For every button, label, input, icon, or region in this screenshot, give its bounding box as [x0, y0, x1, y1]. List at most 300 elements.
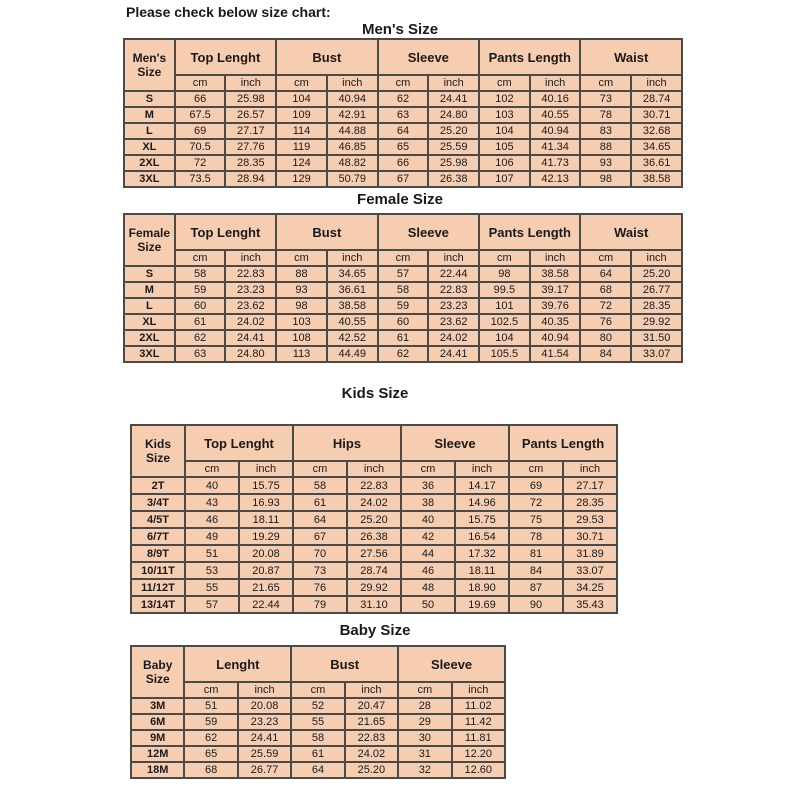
measure-value: 26.77	[631, 282, 682, 298]
baby-unit-row	[131, 682, 505, 698]
size-label: 18M	[131, 762, 184, 778]
measure-value: 12.20	[452, 746, 505, 762]
female-measure-header: Sleeve	[378, 214, 479, 250]
measure-value: 40.94	[530, 123, 581, 139]
unit-inch-label: inch	[563, 461, 617, 477]
men-measure-header: Sleeve	[378, 39, 479, 75]
baby-measure-header: Sleeve	[398, 646, 505, 682]
measure-value: 22.44	[239, 596, 293, 613]
measure-value: 12.60	[452, 762, 505, 778]
men-size-title: Men's Size	[361, 21, 439, 38]
size-label: L	[124, 298, 175, 314]
measure-value: 58	[175, 266, 226, 282]
unit-inch-label: inch	[327, 75, 378, 91]
measure-value: 36.61	[327, 282, 378, 298]
measure-value: 23.23	[428, 298, 479, 314]
measure-value: 129	[276, 171, 327, 187]
measure-value: 55	[291, 714, 344, 730]
measure-value: 40.94	[530, 330, 581, 346]
unit-inch-label: inch	[345, 682, 398, 698]
measure-value: 46.85	[327, 139, 378, 155]
measure-value: 22.83	[428, 282, 479, 298]
kids-size-corner-label: Kids Size	[131, 425, 185, 477]
size-label: 12M	[131, 746, 184, 762]
measure-value: 40.16	[530, 91, 581, 107]
unit-inch-label: inch	[347, 461, 401, 477]
unit-cm-label: cm	[175, 250, 226, 266]
baby-header-row	[131, 646, 505, 682]
measure-value: 62	[184, 730, 237, 746]
table-row	[124, 171, 682, 187]
measure-value: 98	[580, 171, 631, 187]
measure-value: 32.68	[631, 123, 682, 139]
unit-inch-label: inch	[225, 250, 276, 266]
table-row	[131, 562, 617, 579]
measure-value: 18.11	[455, 562, 509, 579]
measure-value: 40.94	[327, 91, 378, 107]
measure-value: 25.20	[347, 511, 401, 528]
measure-value: 26.38	[347, 528, 401, 545]
measure-value: 73	[293, 562, 347, 579]
measure-value: 24.80	[225, 346, 276, 362]
unit-cm-label: cm	[580, 250, 631, 266]
measure-value: 52	[291, 698, 344, 714]
unit-cm-label: cm	[276, 250, 327, 266]
measure-value: 67	[378, 171, 429, 187]
measure-value: 62	[175, 330, 226, 346]
measure-value: 38.58	[631, 171, 682, 187]
unit-inch-label: inch	[530, 75, 581, 91]
size-label: 3XL	[124, 171, 175, 187]
measure-value: 22.44	[428, 266, 479, 282]
measure-value: 24.02	[428, 330, 479, 346]
size-label: 2XL	[124, 155, 175, 171]
measure-value: 31	[398, 746, 451, 762]
measure-value: 59	[184, 714, 237, 730]
intro-text: Please check below size chart:	[126, 4, 331, 20]
size-label: 11/12T	[131, 579, 185, 596]
measure-value: 27.17	[563, 477, 617, 494]
measure-value: 20.08	[239, 545, 293, 562]
measure-value: 21.65	[239, 579, 293, 596]
measure-value: 22.83	[225, 266, 276, 282]
measure-value: 64	[378, 123, 429, 139]
table-row	[124, 266, 682, 282]
measure-value: 11.81	[452, 730, 505, 746]
measure-value: 28.94	[225, 171, 276, 187]
measure-value: 25.20	[631, 266, 682, 282]
size-label: S	[124, 266, 175, 282]
measure-value: 61	[293, 494, 347, 511]
size-label: 2T	[131, 477, 185, 494]
measure-value: 70.5	[175, 139, 226, 155]
female-measure-header: Bust	[276, 214, 377, 250]
measure-value: 26.77	[238, 762, 291, 778]
measure-value: 44	[401, 545, 455, 562]
measure-value: 66	[175, 91, 226, 107]
measure-value: 104	[276, 91, 327, 107]
measure-value: 23.62	[225, 298, 276, 314]
measure-value: 28.74	[347, 562, 401, 579]
measure-value: 11.02	[452, 698, 505, 714]
measure-value: 28.35	[225, 155, 276, 171]
measure-value: 58	[378, 282, 429, 298]
measure-value: 38.58	[530, 266, 581, 282]
unit-cm-label: cm	[291, 682, 344, 698]
measure-value: 20.08	[238, 698, 291, 714]
size-label: 4/5T	[131, 511, 185, 528]
female-size-corner-label: Female Size	[124, 214, 175, 266]
female-measure-header: Waist	[580, 214, 682, 250]
measure-value: 79	[293, 596, 347, 613]
measure-value: 104	[479, 123, 530, 139]
table-row	[131, 545, 617, 562]
measure-value: 51	[185, 545, 239, 562]
measure-value: 75	[509, 511, 563, 528]
measure-value: 80	[580, 330, 631, 346]
unit-inch-label: inch	[239, 461, 293, 477]
measure-value: 99.5	[479, 282, 530, 298]
measure-value: 61	[175, 314, 226, 330]
baby-size-title: Baby Size	[339, 622, 411, 639]
men-measure-header: Pants Length	[479, 39, 580, 75]
measure-value: 64	[291, 762, 344, 778]
kids-measure-header: Sleeve	[401, 425, 509, 461]
measure-value: 20.87	[239, 562, 293, 579]
size-label: 3M	[131, 698, 184, 714]
measure-value: 25.20	[428, 123, 479, 139]
unit-cm-label: cm	[580, 75, 631, 91]
measure-value: 67.5	[175, 107, 226, 123]
measure-value: 15.75	[239, 477, 293, 494]
size-label: XL	[124, 139, 175, 155]
measure-value: 29.92	[347, 579, 401, 596]
measure-value: 72	[580, 298, 631, 314]
measure-value: 76	[580, 314, 631, 330]
measure-value: 68	[580, 282, 631, 298]
unit-cm-label: cm	[509, 461, 563, 477]
measure-value: 65	[378, 139, 429, 155]
baby-size-table	[130, 645, 506, 779]
table-row	[131, 714, 505, 730]
measure-value: 98	[276, 298, 327, 314]
measure-value: 78	[580, 107, 631, 123]
measure-value: 46	[401, 562, 455, 579]
unit-cm-label: cm	[293, 461, 347, 477]
measure-value: 38.58	[327, 298, 378, 314]
measure-value: 90	[509, 596, 563, 613]
measure-value: 40	[185, 477, 239, 494]
measure-value: 102.5	[479, 314, 530, 330]
female-unit-row	[124, 250, 682, 266]
measure-value: 41.73	[530, 155, 581, 171]
table-row	[131, 528, 617, 545]
kids-unit-row	[131, 461, 617, 477]
measure-value: 114	[276, 123, 327, 139]
measure-value: 16.93	[239, 494, 293, 511]
measure-value: 93	[580, 155, 631, 171]
measure-value: 28	[398, 698, 451, 714]
table-row	[124, 107, 682, 123]
measure-value: 31.89	[563, 545, 617, 562]
size-label: L	[124, 123, 175, 139]
size-label: S	[124, 91, 175, 107]
measure-value: 42.52	[327, 330, 378, 346]
unit-inch-label: inch	[530, 250, 581, 266]
measure-value: 65	[184, 746, 237, 762]
table-row	[131, 494, 617, 511]
table-row	[124, 139, 682, 155]
measure-value: 109	[276, 107, 327, 123]
measure-value: 60	[378, 314, 429, 330]
measure-value: 53	[185, 562, 239, 579]
measure-value: 51	[184, 698, 237, 714]
measure-value: 48	[401, 579, 455, 596]
measure-value: 24.02	[347, 494, 401, 511]
measure-value: 21.65	[345, 714, 398, 730]
table-row	[124, 91, 682, 107]
measure-value: 23.23	[225, 282, 276, 298]
unit-cm-label: cm	[276, 75, 327, 91]
measure-value: 29	[398, 714, 451, 730]
measure-value: 28.35	[563, 494, 617, 511]
measure-value: 34.65	[327, 266, 378, 282]
measure-value: 29.92	[631, 314, 682, 330]
unit-cm-label: cm	[479, 75, 530, 91]
measure-value: 42	[401, 528, 455, 545]
kids-header-row	[131, 425, 617, 461]
measure-value: 81	[509, 545, 563, 562]
kids-size-table	[130, 424, 618, 614]
measure-value: 33.07	[631, 346, 682, 362]
measure-value: 26.57	[225, 107, 276, 123]
size-label: 2XL	[124, 330, 175, 346]
measure-value: 41.34	[530, 139, 581, 155]
measure-value: 62	[378, 91, 429, 107]
size-label: 10/11T	[131, 562, 185, 579]
unit-cm-label: cm	[175, 75, 226, 91]
measure-value: 25.59	[428, 139, 479, 155]
measure-value: 29.53	[563, 511, 617, 528]
measure-value: 58	[293, 477, 347, 494]
measure-value: 44.88	[327, 123, 378, 139]
size-label: 9M	[131, 730, 184, 746]
unit-cm-label: cm	[378, 250, 429, 266]
unit-cm-label: cm	[401, 461, 455, 477]
measure-value: 64	[580, 266, 631, 282]
measure-value: 107	[479, 171, 530, 187]
measure-value: 30	[398, 730, 451, 746]
measure-value: 11.42	[452, 714, 505, 730]
size-label: XL	[124, 314, 175, 330]
measure-value: 16.54	[455, 528, 509, 545]
measure-value: 104	[479, 330, 530, 346]
measure-value: 124	[276, 155, 327, 171]
measure-value: 84	[580, 346, 631, 362]
kids-measure-header: Top Lenght	[185, 425, 293, 461]
measure-value: 61	[291, 746, 344, 762]
measure-value: 25.59	[238, 746, 291, 762]
unit-cm-label: cm	[185, 461, 239, 477]
table-row	[124, 123, 682, 139]
measure-value: 63	[378, 107, 429, 123]
measure-value: 58	[291, 730, 344, 746]
kids-measure-header: Hips	[293, 425, 401, 461]
measure-value: 83	[580, 123, 631, 139]
unit-inch-label: inch	[631, 75, 682, 91]
measure-value: 103	[479, 107, 530, 123]
measure-value: 18.90	[455, 579, 509, 596]
table-row	[124, 155, 682, 171]
measure-value: 59	[175, 282, 226, 298]
measure-value: 20.47	[345, 698, 398, 714]
unit-inch-label: inch	[327, 250, 378, 266]
measure-value: 113	[276, 346, 327, 362]
measure-value: 26.38	[428, 171, 479, 187]
measure-value: 31.50	[631, 330, 682, 346]
measure-value: 72	[175, 155, 226, 171]
measure-value: 43	[185, 494, 239, 511]
measure-value: 64	[293, 511, 347, 528]
measure-value: 119	[276, 139, 327, 155]
measure-value: 102	[479, 91, 530, 107]
measure-value: 73	[580, 91, 631, 107]
measure-value: 61	[378, 330, 429, 346]
unit-cm-label: cm	[479, 250, 530, 266]
measure-value: 41.54	[530, 346, 581, 362]
measure-value: 88	[276, 266, 327, 282]
measure-value: 27.76	[225, 139, 276, 155]
measure-value: 69	[509, 477, 563, 494]
measure-value: 105	[479, 139, 530, 155]
measure-value: 67	[293, 528, 347, 545]
measure-value: 39.17	[530, 282, 581, 298]
unit-inch-label: inch	[452, 682, 505, 698]
table-row	[124, 346, 682, 362]
measure-value: 50.79	[327, 171, 378, 187]
measure-value: 93	[276, 282, 327, 298]
men-measure-header: Top Lenght	[175, 39, 276, 75]
measure-value: 42.91	[327, 107, 378, 123]
measure-value: 24.41	[225, 330, 276, 346]
measure-value: 73.5	[175, 171, 226, 187]
size-label: M	[124, 107, 175, 123]
female-header-row	[124, 214, 682, 250]
measure-value: 84	[509, 562, 563, 579]
table-row	[124, 330, 682, 346]
measure-value: 59	[378, 298, 429, 314]
measure-value: 40.55	[530, 107, 581, 123]
measure-value: 25.98	[428, 155, 479, 171]
measure-value: 22.83	[347, 477, 401, 494]
measure-value: 36.61	[631, 155, 682, 171]
men-header-row	[124, 39, 682, 75]
size-label: 3XL	[124, 346, 175, 362]
measure-value: 33.07	[563, 562, 617, 579]
unit-cm-label: cm	[378, 75, 429, 91]
measure-value: 34.65	[631, 139, 682, 155]
unit-cm-label: cm	[398, 682, 451, 698]
measure-value: 31.10	[347, 596, 401, 613]
measure-value: 40	[401, 511, 455, 528]
measure-value: 50	[401, 596, 455, 613]
measure-value: 70	[293, 545, 347, 562]
measure-value: 24.41	[238, 730, 291, 746]
measure-value: 69	[175, 123, 226, 139]
unit-inch-label: inch	[225, 75, 276, 91]
measure-value: 24.41	[428, 91, 479, 107]
table-row	[131, 477, 617, 494]
men-unit-row	[124, 75, 682, 91]
table-row	[124, 314, 682, 330]
measure-value: 42.13	[530, 171, 581, 187]
measure-value: 57	[185, 596, 239, 613]
measure-value: 62	[378, 346, 429, 362]
measure-value: 18.11	[239, 511, 293, 528]
kids-measure-header: Pants Length	[509, 425, 617, 461]
measure-value: 34.25	[563, 579, 617, 596]
female-size-table	[123, 213, 683, 363]
measure-value: 30.71	[563, 528, 617, 545]
measure-value: 39.76	[530, 298, 581, 314]
measure-value: 98	[479, 266, 530, 282]
table-row	[124, 298, 682, 314]
measure-value: 49	[185, 528, 239, 545]
female-measure-header: Pants Length	[479, 214, 580, 250]
measure-value: 36	[401, 477, 455, 494]
unit-inch-label: inch	[631, 250, 682, 266]
measure-value: 44.49	[327, 346, 378, 362]
table-row	[131, 596, 617, 613]
table-row	[131, 698, 505, 714]
measure-value: 57	[378, 266, 429, 282]
measure-value: 28.35	[631, 298, 682, 314]
measure-value: 24.02	[225, 314, 276, 330]
baby-measure-header: Lenght	[184, 646, 291, 682]
size-label: 3/4T	[131, 494, 185, 511]
measure-value: 25.98	[225, 91, 276, 107]
baby-size-corner-label: Baby Size	[131, 646, 184, 698]
measure-value: 27.17	[225, 123, 276, 139]
measure-value: 17.32	[455, 545, 509, 562]
measure-value: 23.23	[238, 714, 291, 730]
measure-value: 88	[580, 139, 631, 155]
size-label: M	[124, 282, 175, 298]
measure-value: 25.20	[345, 762, 398, 778]
measure-value: 106	[479, 155, 530, 171]
measure-value: 15.75	[455, 511, 509, 528]
men-size-corner-label: Men's Size	[124, 39, 175, 91]
measure-value: 19.29	[239, 528, 293, 545]
measure-value: 48.82	[327, 155, 378, 171]
unit-inch-label: inch	[238, 682, 291, 698]
unit-inch-label: inch	[455, 461, 509, 477]
size-label: 6M	[131, 714, 184, 730]
measure-value: 60	[175, 298, 226, 314]
measure-value: 108	[276, 330, 327, 346]
kids-size-title: Kids Size	[341, 385, 409, 402]
measure-value: 87	[509, 579, 563, 596]
measure-value: 101	[479, 298, 530, 314]
measure-value: 63	[175, 346, 226, 362]
measure-value: 66	[378, 155, 429, 171]
table-row	[131, 511, 617, 528]
measure-value: 32	[398, 762, 451, 778]
female-measure-header: Top Lenght	[175, 214, 276, 250]
measure-value: 19.69	[455, 596, 509, 613]
table-row	[131, 579, 617, 596]
measure-value: 30.71	[631, 107, 682, 123]
